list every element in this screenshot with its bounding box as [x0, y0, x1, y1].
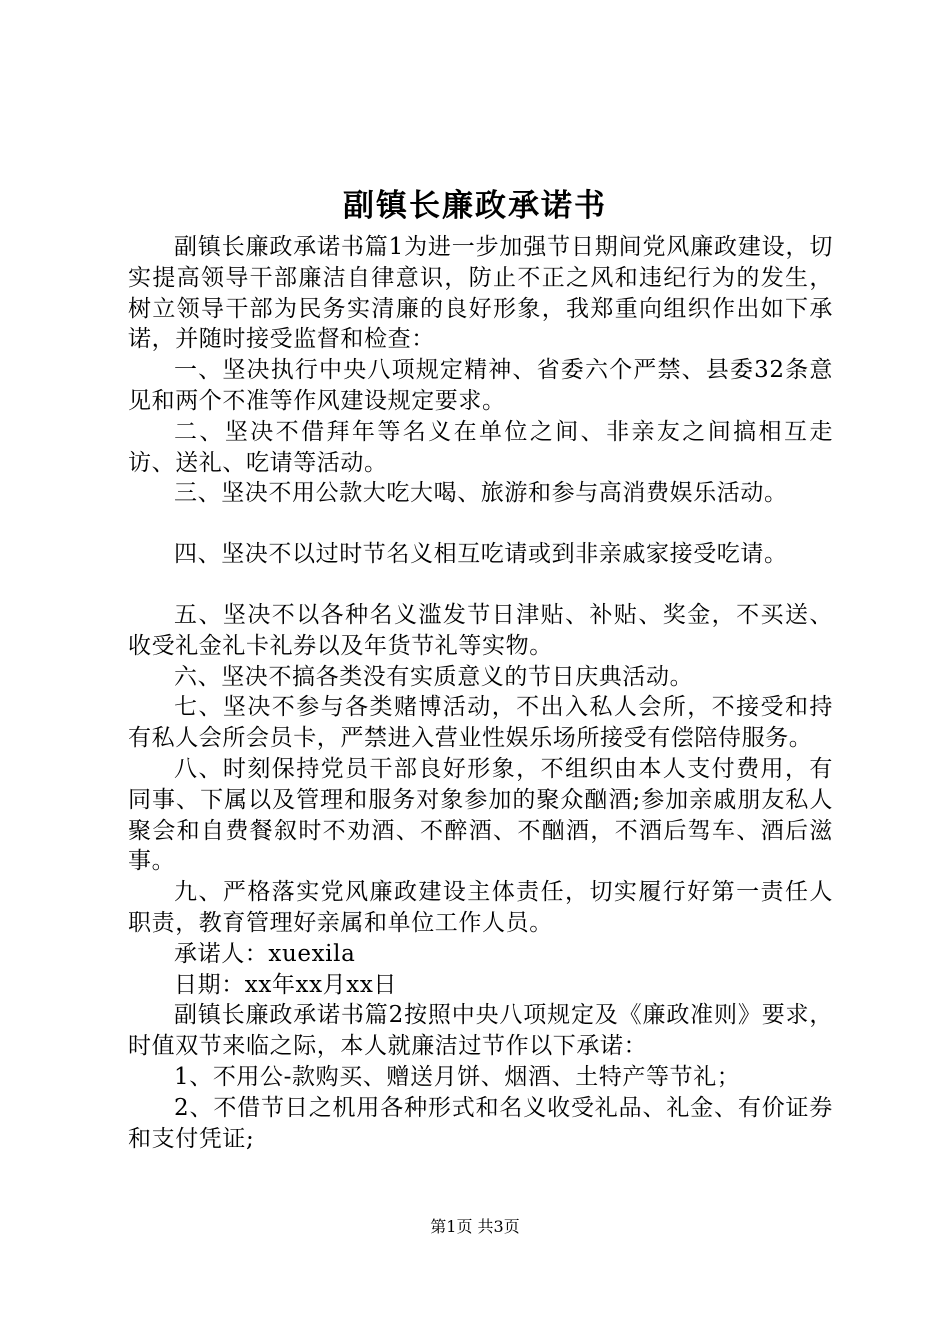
paragraph-item-9: 九、严格落实党风廉政建设主体责任，切实履行好第一责任人职责，教育管理好亲属和单位工作人员。 [128, 879, 833, 936]
paragraph-part-2-item-1: 1、不用公-款购买、赠送月饼、烟酒、土特产等节礼； [174, 1063, 741, 1090]
paragraph-part-2-intro: 副镇长廉政承诺书篇2按照中央八项规定及《廉政准则》要求，时值双节来临之际，本人就廉洁过节作以下承诺： [128, 1002, 833, 1060]
date-line: 日期：xx年xx月xx日 [174, 971, 398, 998]
paragraph-item-4: 四、坚决不以过时节名义相互吃请或到非亲戚家接受吃请。 [174, 541, 788, 568]
document-body [128, 232, 833, 1154]
paragraph-item-3: 三、坚决不用公款大吃大喝、旅游和参与高消费娱乐活动。 [174, 480, 788, 507]
page-number-footer: 第1页 共3页 [430, 1217, 520, 1236]
paragraph-item-7: 七、坚决不参与各类赌博活动，不出入私人会所，不接受和持有私人会所会员卡，严禁进入营业性娱乐场所接受有偿陪侍服务。 [128, 694, 833, 752]
paragraph-item-8: 八、时刻保持党员干部良好形象，不组织由本人支付费用，有同事、下属以及管理和服务对象参加的聚众酗酒;参加亲戚朋友私人聚会和自费餐叙时不劝酒、不醉酒、不酗酒，不酒后驾车、酒后滋事。 [128, 755, 833, 875]
paragraph-item-6: 六、坚决不搞各类没有实质意义的节日庆典活动。 [174, 663, 694, 690]
signature-line: 承诺人：xuexila [174, 940, 356, 967]
paragraph-item-2: 二、坚决不借拜年等名义在单位之间、非亲友之间搞相互走访、送礼、吃请等活动。 [128, 418, 833, 476]
document-title: 副镇长廉政承诺书 [343, 188, 607, 224]
paragraph-item-1: 一、坚决执行中央八项规定精神、省委六个严禁、县委32条意见和两个不准等作风建设规定要求。 [128, 357, 833, 414]
paragraph-part-2-item-2: 2、不借节日之机用各种形式和名义收受礼品、礼金、有价证券和支付凭证; [128, 1094, 833, 1152]
paragraph-item-5: 五、坚决不以各种名义滥发节日津贴、补贴、奖金，不买送、收受礼金礼卡礼券以及年货节礼等实物。 [128, 601, 833, 659]
paragraph-intro: 副镇长廉政承诺书篇1为进一步加强节日期间党风廉政建设，切实提高领导干部廉洁自律意识，防止不正之风和违纪行为的发生，树立领导干部为民务实清廉的良好形象，我郑重向组织作出如下承诺，并随时接受监督和检查： [128, 234, 833, 353]
